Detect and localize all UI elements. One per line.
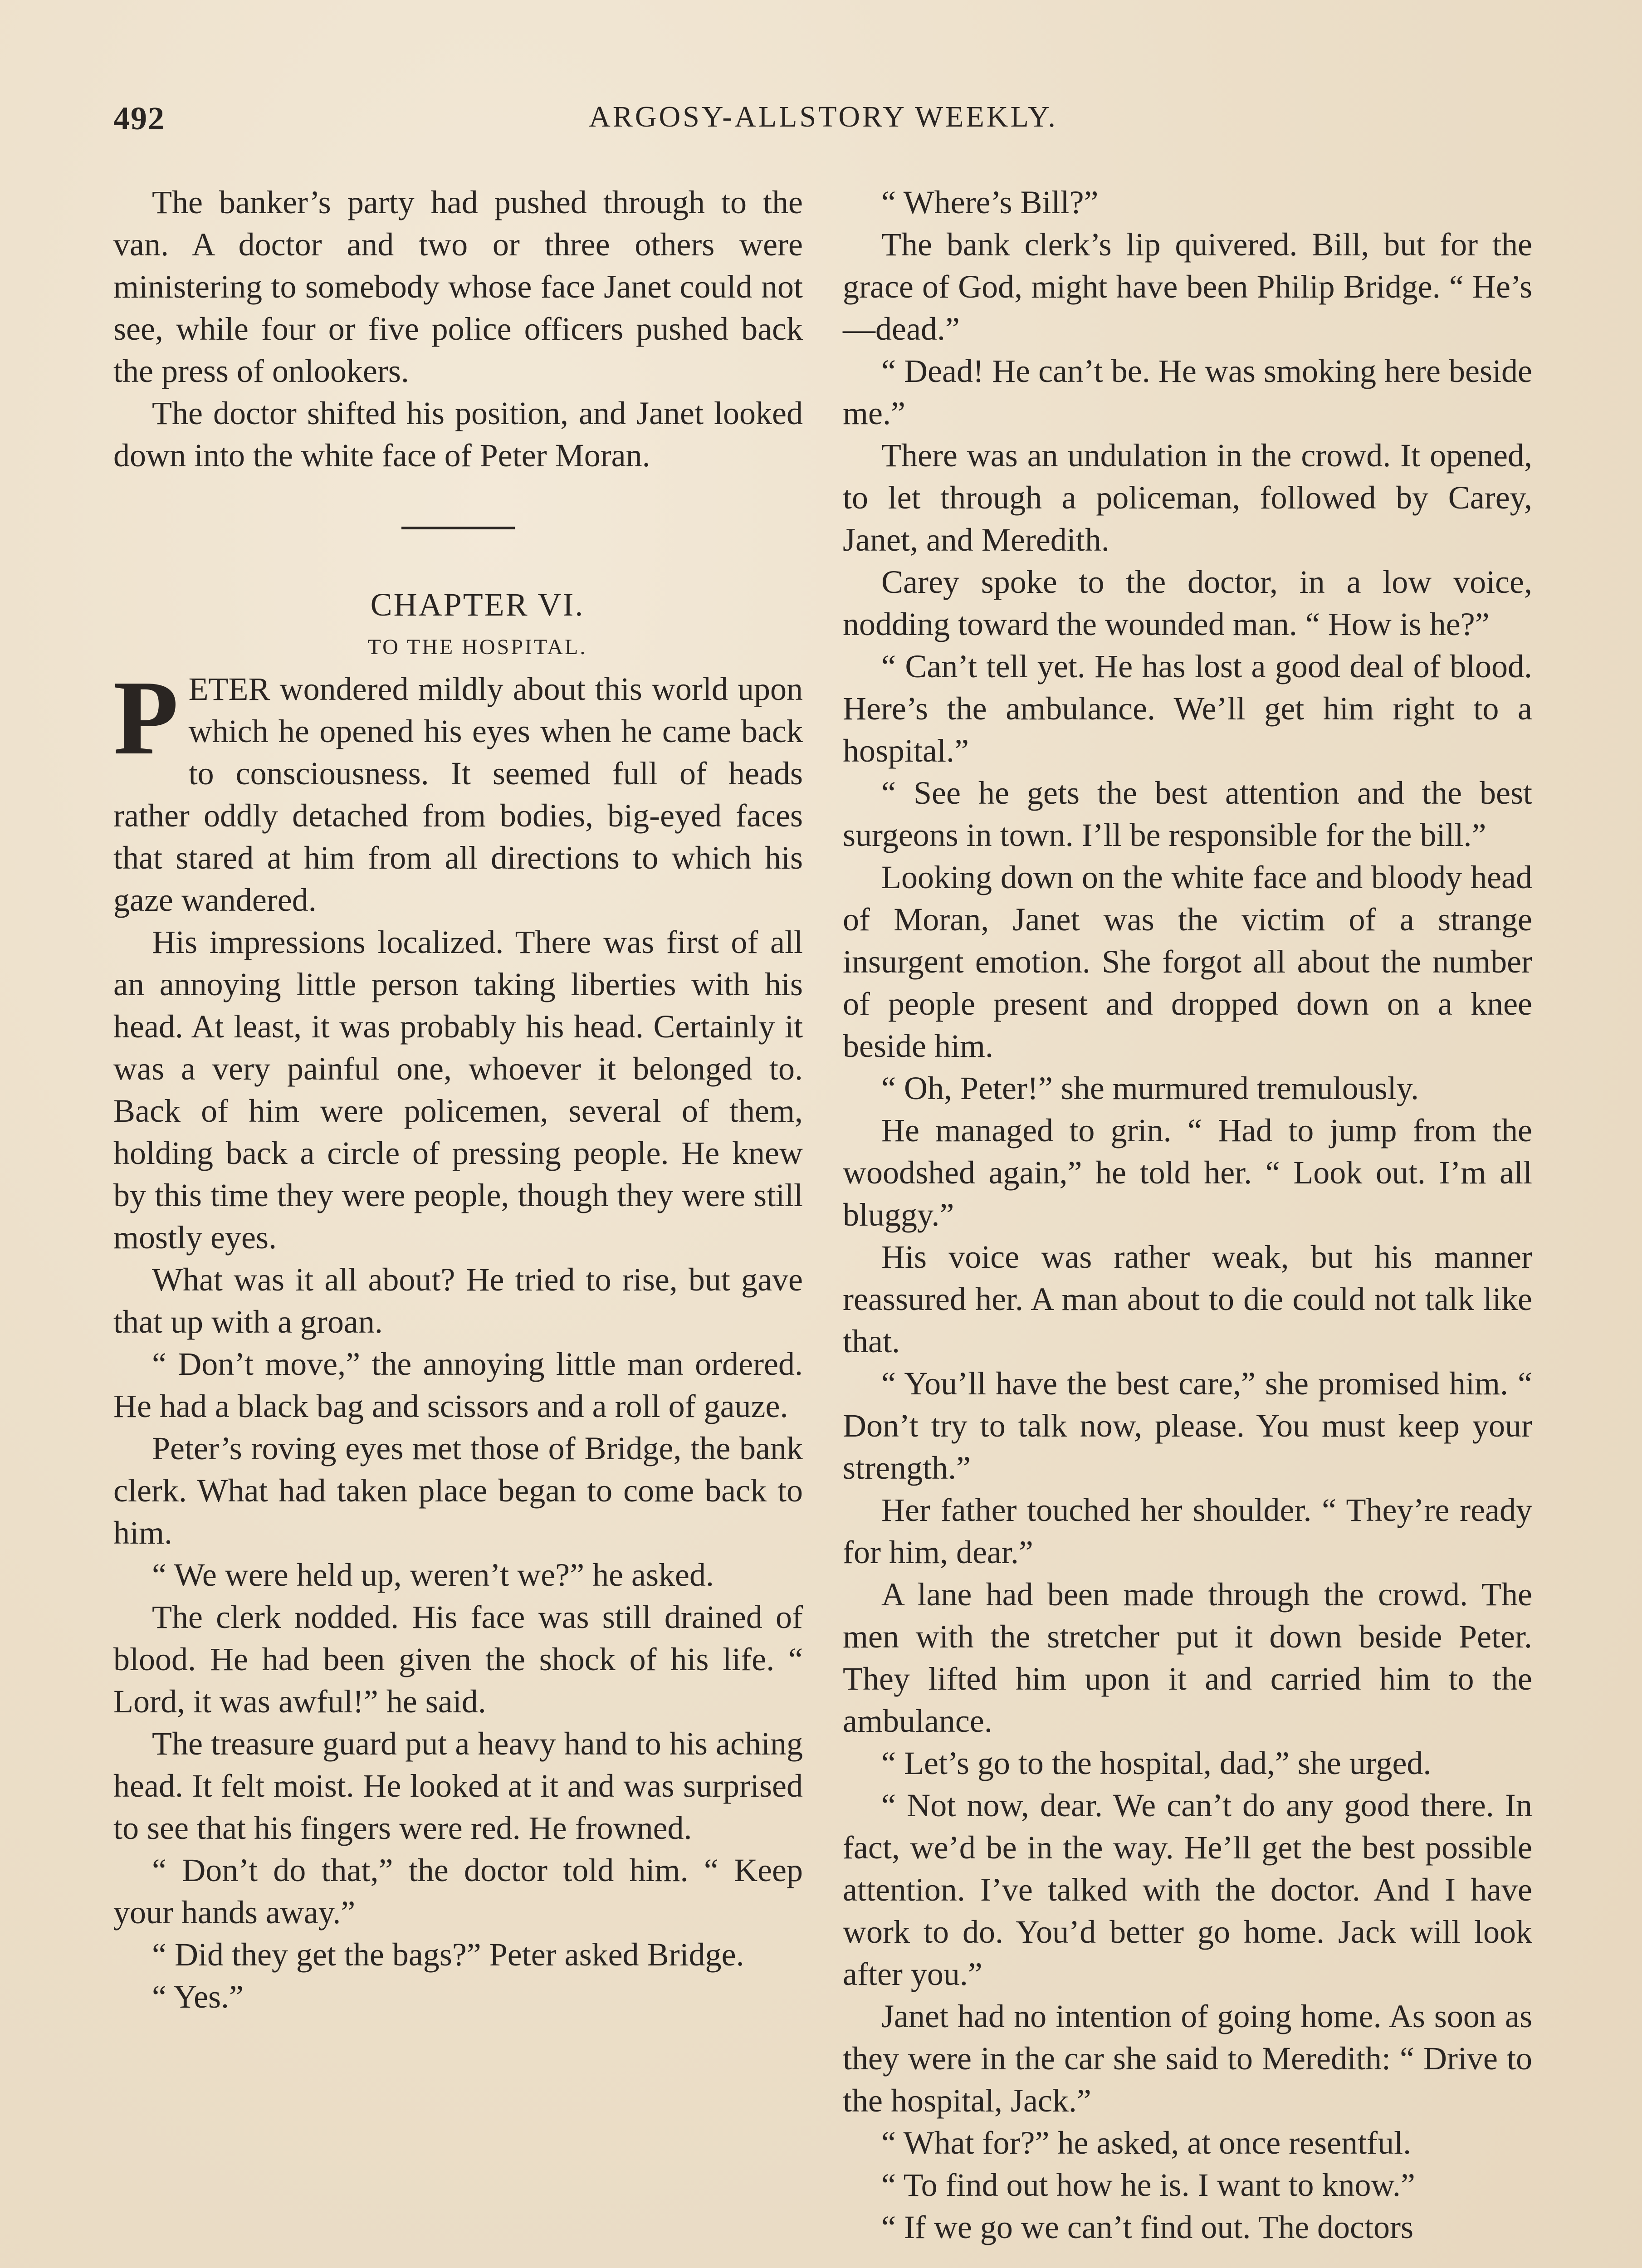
- paragraph: He managed to grin. “ Had to jump from the woodshed again,” he told her. “ Look out. I’m all bluggy.”: [843, 1112, 1532, 1233]
- drop-cap: P: [113, 659, 179, 777]
- paragraph: “ Don’t do that,” the doctor told him. “ Keep your hands away.”: [113, 1852, 803, 1931]
- paragraph: “ If we go we can’t find out. The doctors: [881, 2209, 1413, 2245]
- right-column: [843, 181, 1532, 2248]
- left-column: [113, 181, 803, 2018]
- chapter-title: CHAPTER VI.: [370, 587, 585, 623]
- paragraph: “ What for?” he asked, at once resentful.: [881, 2125, 1412, 2161]
- paragraph: His impressions localized. There was first of all an annoying little person taking liberties with his head. At least, it was probably his head. Certainly it was a very painful one, whoever it belonged to. Back of him were policemen, several of them, holding back a circle of pressing people. He knew by this time they were people, though they were still mostly eyes.: [113, 924, 803, 1256]
- paragraph: Janet had no intention of going home. As soon as they were in the car she said to Meredith: “ Drive to the hospital, Jack.”: [843, 1998, 1532, 2119]
- paragraph: The banker’s party had pushed through to the van. A doctor and two or three others were ministering to somebody whose face Janet could not see, while four or five police officers pushed back the press of onlookers.: [113, 184, 803, 389]
- chapter-subtitle: TO THE HOSPITAL.: [367, 635, 587, 659]
- paragraph: “ Dead! He can’t be. He was smoking here beside me.”: [843, 353, 1532, 431]
- running-title: ARGOSY-ALLSTORY WEEKLY.: [589, 100, 1058, 133]
- paragraph: What was it all about? He tried to rise, but gave that up with a groan.: [113, 1261, 803, 1340]
- paragraph: “ See he gets the best attention and the best surgeons in town. I’ll be responsible for the bill.”: [843, 775, 1532, 853]
- paragraph: “ We were held up, weren’t we?” he asked.: [152, 1557, 714, 1593]
- paragraph: “ Can’t tell yet. He has lost a good deal of blood. Here’s the ambulance. We’ll get him right to a hospital.”: [843, 648, 1532, 769]
- opening-paragraph-text: ETER wondered mildly about this world upon which he opened his eyes when he came back to consciousness. It seemed full of heads rather oddly detached from bodies, big-eyed faces that stared at him from all directions to which his gaze wandered.: [113, 671, 803, 918]
- paragraph: There was an undulation in the crowd. It opened, to let through a policeman, followed by Carey, Janet, and Meredith.: [843, 437, 1532, 558]
- paragraph: “ Oh, Peter!” she murmured tremulously.: [881, 1070, 1419, 1106]
- paragraph: The treasure guard put a heavy hand to his aching head. It felt moist. He looked at it and was surprised to see that his fingers were red. He frowned.: [113, 1725, 803, 1846]
- section-divider: [401, 527, 515, 529]
- page-number: 492: [113, 100, 165, 137]
- paragraph: The clerk nodded. His face was still drained of blood. He had been given the shock of his life. “ Lord, it was awful!” he said.: [113, 1599, 803, 1720]
- opening-paragraph: [113, 659, 803, 921]
- paragraph: Her father touched her shoulder. “ They’re ready for him, dear.”: [843, 1492, 1532, 1570]
- paragraph: “ Not now, dear. We can’t do any good there. In fact, we’d be in the way. He’ll get the best possible attention. I’ve talked with the doctor. And I have work to do. You’d better go home. Jack will look after you.”: [843, 1787, 1532, 1992]
- paragraph: A lane had been made through the crowd. The men with the stretcher put it down beside Peter. They lifted him upon it and carried him to the ambulance.: [843, 1576, 1532, 1739]
- paragraph: “ You’ll have the best care,” she promised him. “ Don’t try to talk now, please. You must keep your strength.”: [843, 1365, 1532, 1486]
- paragraph: “ Yes.”: [152, 1979, 244, 2015]
- paragraph: “ Don’t move,” the annoying little man ordered. He had a black bag and scissors and a roll of gauze.: [113, 1346, 803, 1424]
- paragraph: The bank clerk’s lip quivered. Bill, but for the grace of God, might have been Philip Bridge. “ He’s—dead.”: [843, 226, 1532, 347]
- paragraph: His voice was rather weak, but his manner reassured her. A man about to die could not talk like that.: [843, 1239, 1532, 1359]
- paragraph: “ Where’s Bill?”: [881, 184, 1099, 220]
- paragraph: Looking down on the white face and bloody head of Moran, Janet was the victim of a strange insurgent emotion. She forgot all about the number of people present and dropped down on a knee beside him.: [843, 859, 1532, 1064]
- paragraph: Carey spoke to the doctor, in a low voice, nodding toward the wounded man. “ How is he?”: [843, 564, 1532, 642]
- paragraph: The doctor shifted his position, and Janet looked down into the white face of Peter Moran.: [113, 395, 803, 474]
- paragraph: Peter’s roving eyes met those of Bridge, the bank clerk. What had taken place began to come back to him.: [113, 1430, 803, 1551]
- page-header: [113, 100, 1533, 141]
- paragraph: “ Did they get the bags?” Peter asked Bridge.: [152, 1936, 744, 1973]
- paragraph: “ Let’s go to the hospital, dad,” she urged.: [881, 1745, 1432, 1781]
- paragraph: “ To find out how he is. I want to know.”: [881, 2167, 1415, 2203]
